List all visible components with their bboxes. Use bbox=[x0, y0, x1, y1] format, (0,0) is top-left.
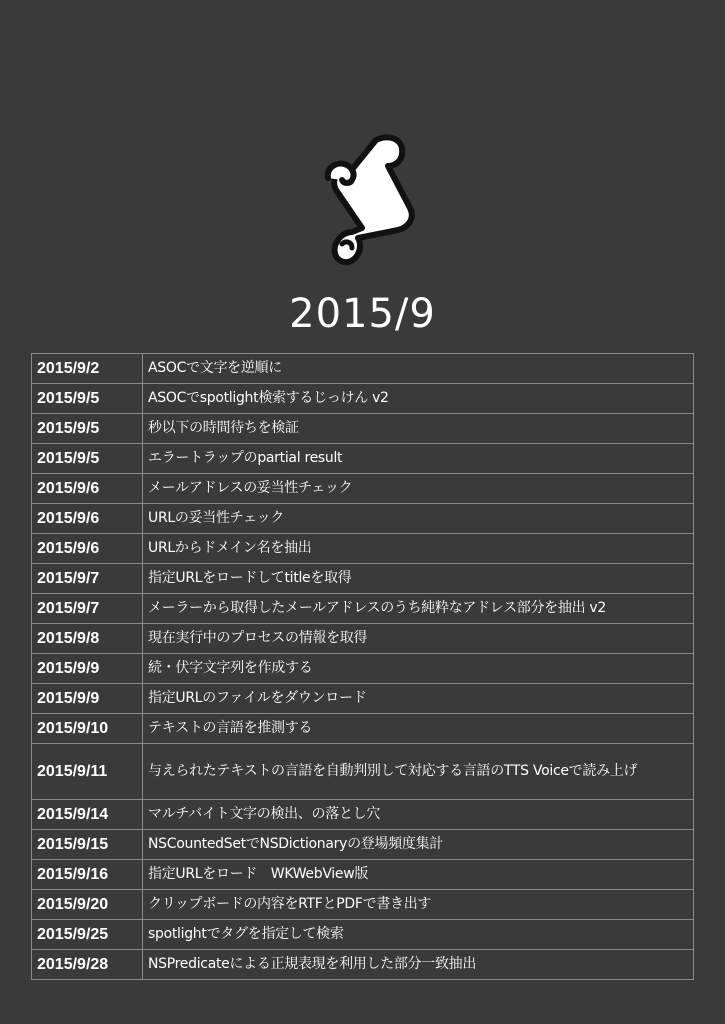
table-row bbox=[32, 744, 694, 800]
entry-description: クリップボードの内容をRTFとPDFで書き出す bbox=[143, 890, 694, 920]
entry-date: 2015/9/8 bbox=[32, 624, 143, 654]
table-row bbox=[32, 504, 694, 534]
table-row bbox=[32, 414, 694, 444]
table-row bbox=[32, 830, 694, 860]
entry-description: 指定URLのファイルをダウンロード bbox=[143, 684, 694, 714]
entry-description: URLからドメイン名を抽出 bbox=[143, 534, 694, 564]
entry-date: 2015/9/20 bbox=[32, 890, 143, 920]
entry-date: 2015/9/11 bbox=[32, 744, 143, 800]
entry-date: 2015/9/2 bbox=[32, 354, 143, 384]
table-row bbox=[32, 950, 694, 980]
script-scroll-icon bbox=[318, 132, 418, 272]
entry-date: 2015/9/5 bbox=[32, 384, 143, 414]
entry-description: ASOCでspotlight検索するじっけん v2 bbox=[143, 384, 694, 414]
table-row bbox=[32, 920, 694, 950]
table-row bbox=[32, 654, 694, 684]
entry-description: NSPredicateによる正規表現を利用した部分一致抽出 bbox=[143, 950, 694, 980]
entry-description: 続・伏字文字列を作成する bbox=[143, 654, 694, 684]
entry-date: 2015/9/9 bbox=[32, 684, 143, 714]
entries-table bbox=[31, 353, 694, 980]
table-row bbox=[32, 890, 694, 920]
entry-date: 2015/9/6 bbox=[32, 474, 143, 504]
entry-date: 2015/9/16 bbox=[32, 860, 143, 890]
table-row bbox=[32, 714, 694, 744]
entry-description: 与えられたテキストの言語を自動判別して対応する言語のTTS Voiceで読み上げ bbox=[143, 744, 694, 800]
entry-date: 2015/9/15 bbox=[32, 830, 143, 860]
table-row bbox=[32, 594, 694, 624]
table-row bbox=[32, 860, 694, 890]
table-row bbox=[32, 800, 694, 830]
entry-date: 2015/9/25 bbox=[32, 920, 143, 950]
entry-description: メールアドレスの妥当性チェック bbox=[143, 474, 694, 504]
entry-description: URLの妥当性チェック bbox=[143, 504, 694, 534]
entry-date: 2015/9/6 bbox=[32, 534, 143, 564]
table-row bbox=[32, 384, 694, 414]
page-title: 2015/9 bbox=[289, 291, 436, 337]
table-row bbox=[32, 534, 694, 564]
table-row bbox=[32, 354, 694, 384]
entry-date: 2015/9/7 bbox=[32, 594, 143, 624]
table-row bbox=[32, 444, 694, 474]
table-row bbox=[32, 474, 694, 504]
entry-description: ASOCで文字を逆順に bbox=[143, 354, 694, 384]
entry-date: 2015/9/5 bbox=[32, 414, 143, 444]
entry-date: 2015/9/10 bbox=[32, 714, 143, 744]
table-row bbox=[32, 564, 694, 594]
entry-description: テキストの言語を推測する bbox=[143, 714, 694, 744]
entry-description: 指定URLをロードしてtitleを取得 bbox=[143, 564, 694, 594]
entry-description: 指定URLをロード WKWebView版 bbox=[143, 860, 694, 890]
entry-description: メーラーから取得したメールアドレスのうち純粋なアドレス部分を抽出 v2 bbox=[143, 594, 694, 624]
entry-date: 2015/9/5 bbox=[32, 444, 143, 474]
entry-description: 現在実行中のプロセスの情報を取得 bbox=[143, 624, 694, 654]
entry-description: 秒以下の時間待ちを検証 bbox=[143, 414, 694, 444]
entry-description: エラートラップのpartial result bbox=[143, 444, 694, 474]
entry-date: 2015/9/28 bbox=[32, 950, 143, 980]
entry-date: 2015/9/6 bbox=[32, 504, 143, 534]
table-row bbox=[32, 624, 694, 654]
entry-date: 2015/9/9 bbox=[32, 654, 143, 684]
entry-date: 2015/9/14 bbox=[32, 800, 143, 830]
table-row bbox=[32, 684, 694, 714]
entry-description: spotlightでタグを指定して検索 bbox=[143, 920, 694, 950]
entry-date: 2015/9/7 bbox=[32, 564, 143, 594]
entry-description: NSCountedSetでNSDictionaryの登場頻度集計 bbox=[143, 830, 694, 860]
entry-description: マルチバイト文字の検出、の落とし穴 bbox=[143, 800, 694, 830]
